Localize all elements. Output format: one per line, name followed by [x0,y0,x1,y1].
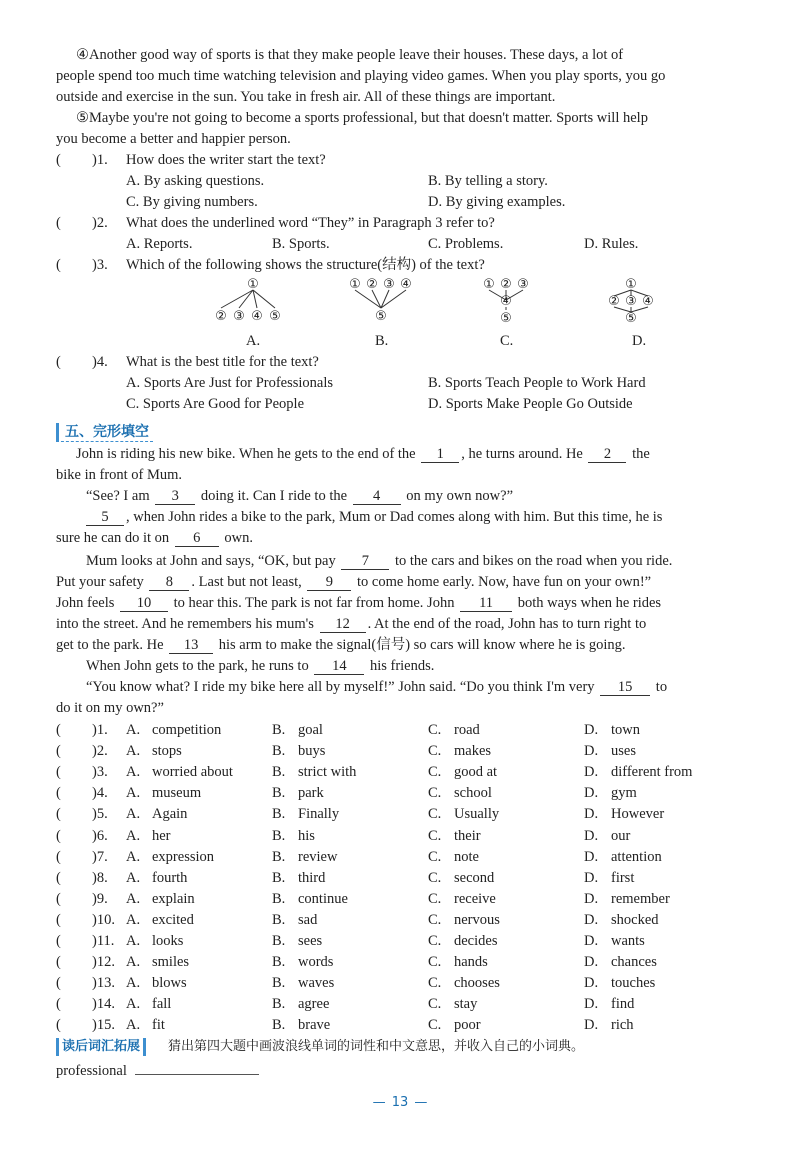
option-b-letter[interactable]: B. [272,911,286,928]
option-d-letter[interactable]: D. [584,975,599,992]
option-d-text[interactable]: uses [611,743,636,760]
option-d[interactable]: D. Rules. [584,236,639,252]
option-b-text[interactable]: sees [298,933,323,949]
answer-paren[interactable]: ( [56,975,61,992]
answer-paren[interactable]: ( [56,933,61,949]
cloze-line: Put your safety 8 . Last but not least, 9 to come home early. Now, have fun on your own!” [56,574,652,590]
question-number: )15. [92,1017,115,1034]
question-number: )6. [92,827,108,844]
diagram-node: ④ [500,294,512,309]
option-c-letter[interactable]: C. [428,954,442,971]
option-b[interactable]: B. [375,333,389,349]
option-a-letter[interactable]: A. [126,722,141,738]
option-a-letter[interactable]: A. [126,954,141,971]
option-b-text[interactable]: words [298,954,334,971]
blank-14[interactable]: 14 [314,658,364,675]
answer-paren[interactable]: ( [56,785,61,802]
option-d-text[interactable]: attention [611,848,662,865]
question-number: )13. [92,975,115,992]
option-d-letter[interactable]: D. [584,827,599,844]
diagram-node: ① [349,277,361,292]
question-stem: Which of the following shows the structure(结构) of the text? [126,257,485,273]
option-b-text[interactable]: continue [298,890,348,907]
blank-15[interactable]: 15 [600,679,650,696]
option-b-text[interactable]: Finally [298,806,340,823]
option-a[interactable]: A. By asking questions. [126,173,265,189]
option-d-text[interactable]: our [611,827,631,844]
option-a-letter[interactable]: A. [126,890,141,907]
option-c-text[interactable]: note [454,848,479,865]
cloze-line: “You know what? I ride my bike here all by myself!” John said. “Do you think I'm very 15 to [86,679,668,695]
option-c-text[interactable]: Usually [454,806,500,823]
question-number: )9. [92,890,108,907]
option-b-letter[interactable]: B. [272,785,286,802]
option-a[interactable]: A. Reports. [126,236,193,252]
option-d-letter[interactable]: D. [584,911,599,928]
question-stem: What does the underlined word “They” in Paragraph 3 refer to? [126,215,495,231]
option-b-text[interactable]: brave [298,1017,331,1034]
diagram-node: ③ [517,277,529,292]
question-number: )10. [92,911,115,928]
option-a-letter[interactable]: A. [126,869,141,886]
option-c-letter[interactable]: C. [428,722,442,738]
question-stem: How does the writer start the text? [126,152,326,168]
option-c-text[interactable]: nervous [454,911,500,928]
diagram-node: ③ [625,294,637,309]
option-d-letter[interactable]: D. [584,806,599,823]
option-a-text[interactable]: fit [152,1017,165,1034]
option-b-letter[interactable]: B. [272,996,286,1013]
vocab-entry [56,1060,259,1081]
answer-paren[interactable]: ( [56,848,61,865]
diagram-node: ② [215,309,227,324]
option-d-letter[interactable]: D. [584,933,599,949]
option-a-letter[interactable]: A. [126,827,141,844]
question-number: )7. [92,848,108,865]
option-c-text[interactable]: poor [454,1017,481,1034]
option-a-text[interactable]: her [152,827,171,844]
option-a-text[interactable]: explain [152,890,195,907]
option-d[interactable]: D. By giving examples. [428,194,566,210]
option-c-letter[interactable]: C. [428,743,442,760]
diagram-node: ③ [233,309,245,324]
option-c[interactable]: C. Problems. [428,236,504,252]
option-a-text[interactable]: Again [152,806,188,823]
option-a-text[interactable]: competition [152,722,222,738]
option-d-letter[interactable]: D. [584,764,599,781]
blank-5[interactable]: 5 [86,509,124,526]
diagram-node: ⑤ [500,311,512,326]
cloze-line: get to the park. He 13 his arm to make the signal(信号) so cars will know where he is going. [56,637,626,653]
answer-paren[interactable]: ( [56,764,61,781]
option-a-letter[interactable]: A. [126,975,141,992]
option-b-letter[interactable]: B. [272,954,286,971]
option-a-letter[interactable]: A. [126,933,141,949]
option-c[interactable]: C. By giving numbers. [126,194,258,210]
passage-p4-line2: people spend too much time watching television and playing video games. When you play sports, you go [56,68,666,84]
option-b-letter[interactable]: B. [272,806,286,823]
answer-paren[interactable]: ( [56,152,61,168]
option-d-text[interactable]: shocked [611,911,659,928]
option-a-text[interactable]: smiles [152,954,190,971]
option-a-letter[interactable]: A. [126,848,141,865]
answer-paren[interactable]: ( [56,996,61,1013]
answer-paren[interactable]: ( [56,722,61,738]
cloze-line: John feels 10 to hear this. The park is not far from home. John 11 both ways when he rides [56,595,662,611]
question-number: )12. [92,954,115,971]
option-b-letter[interactable]: B. [272,848,286,865]
option-b-text[interactable]: agree [298,996,330,1013]
blank-9[interactable]: 9 [307,574,351,591]
option-d-text[interactable]: touches [611,975,656,992]
option-a-letter[interactable]: A. [126,806,141,823]
question-number: )3. [92,764,108,781]
option-c-letter[interactable]: C. [428,848,442,865]
diagram-node: ⑤ [269,309,281,324]
cloze-line: do it on my own?” [56,700,164,716]
option-d-letter[interactable]: D. [584,848,599,865]
blank-12[interactable]: 12 [320,616,366,633]
answer-paren[interactable]: ( [56,354,61,370]
option-a-text[interactable]: blows [152,975,187,992]
passage-p5-line2: you become a better and happier person. [56,131,291,147]
blank-8[interactable]: 8 [149,574,189,591]
option-c-text[interactable]: good at [454,764,498,781]
option-c-letter[interactable]: C. [428,933,442,949]
cloze-line: John is riding his new bike. When he gets to the end of the 1 , he turns around. He 2 the [76,446,650,462]
option-d-text[interactable]: However [611,806,665,823]
option-b-letter[interactable]: B. [272,722,286,738]
page-number: — 13 — [372,1095,428,1110]
diagram-node: ④ [251,309,263,324]
option-b-text[interactable]: his [298,827,315,844]
option-d-letter[interactable]: D. [584,743,599,760]
option-d-text[interactable]: find [611,996,635,1013]
diagram-node: ⑤ [375,309,387,324]
option-b-text[interactable]: goal [298,722,323,738]
option-d-text[interactable]: first [611,869,635,886]
option-a[interactable]: A. Sports Are Just for Professionals [126,375,334,391]
option-b-text[interactable]: buys [298,743,326,760]
answer-paren[interactable]: ( [56,1017,61,1034]
cloze-line: Mum looks at John and says, “OK, but pay 7 to the cars and bikes on the road when you ride. [86,553,673,569]
question-number: )4. [92,785,108,802]
option-c-text[interactable]: their [454,827,481,844]
question-number: )14. [92,996,115,1013]
diagram-node: ② [500,277,512,292]
option-d[interactable]: D. Sports Make People Go Outside [428,396,633,412]
option-a-text[interactable]: fourth [152,869,188,886]
diagram-node: ① [625,277,637,292]
diagram-node: ① [483,277,495,292]
option-d-text[interactable]: town [611,722,640,738]
option-b[interactable]: B. Sports Teach People to Work Hard [428,375,646,391]
option-b-letter[interactable]: B. [272,869,286,886]
option-b-text[interactable]: waves [298,975,335,992]
option-d-text[interactable]: wants [611,933,645,949]
option-c-text[interactable]: school [454,785,492,802]
option-c-text[interactable]: makes [454,743,492,760]
option-d-letter[interactable]: D. [584,1017,599,1034]
option-d-letter[interactable]: D. [584,996,599,1013]
answer-paren[interactable]: ( [56,215,61,231]
cloze-line: 5 , when John rides a bike to the park, Mum or Dad comes along with him. But this time, he is [84,507,662,527]
question-number: )3. [92,257,108,273]
option-d-text[interactable]: chances [611,954,657,971]
option-b-letter[interactable]: B. [272,890,286,907]
cloze-line: bike in front of Mum. [56,467,183,483]
blank-4[interactable]: 4 [353,488,401,505]
cloze-line: sure he can do it on 6 own. [56,530,254,546]
passage-p4-line3: outside and exercise in the sun. You take in fresh air. All of these things are important. [56,89,556,105]
option-a-letter[interactable]: A. [126,743,141,760]
question-stem: What is the best title for the text? [126,354,319,370]
option-c-letter[interactable]: C. [428,911,442,928]
blank-2[interactable]: 2 [588,446,626,463]
option-a-text[interactable]: expression [152,848,215,865]
option-b-letter[interactable]: B. [272,1017,286,1034]
option-b-letter[interactable]: B. [272,827,286,844]
answer-paren[interactable]: ( [56,954,61,971]
option-d-letter[interactable]: D. [584,890,599,907]
option-b-text[interactable]: third [298,869,326,886]
question-number: )2. [92,215,108,231]
answer-paren[interactable]: ( [56,827,61,844]
option-d-letter[interactable]: D. [584,954,599,971]
option-c[interactable]: C. [500,333,514,349]
option-a-letter[interactable]: A. [126,996,141,1013]
option-c-letter[interactable]: C. [428,869,442,886]
option-c-letter[interactable]: C. [428,764,442,781]
option-c-letter[interactable]: C. [428,975,442,992]
option-c-text[interactable]: second [454,869,495,886]
option-d-text[interactable]: gym [611,785,637,802]
passage-p4-line1: ④Another good way of sports is that they make people leave their houses. These days, a lot of [76,47,624,63]
vocab-word: professional [56,1063,127,1079]
option-c-text[interactable]: stay [454,996,478,1013]
option-c-letter[interactable]: C. [428,890,442,907]
diagram-node: ③ [383,277,395,292]
option-a-text[interactable]: looks [152,933,184,949]
option-c-text[interactable]: decides [454,933,498,949]
option-b-text[interactable]: sad [298,911,318,928]
question-number: )4. [92,354,108,370]
option-b-letter[interactable]: B. [272,975,286,992]
option-b-text[interactable]: park [298,785,324,802]
question-number: )2. [92,743,108,760]
option-d-text[interactable]: remember [611,890,670,907]
blank-11[interactable]: 11 [460,595,512,612]
option-a-letter[interactable]: A. [126,785,141,802]
question-number: )1. [92,152,108,168]
option-b-letter[interactable]: B. [272,743,286,760]
option-d-text[interactable]: different from [611,764,693,781]
diagram-node: ④ [642,294,654,309]
option-c-letter[interactable]: C. [428,785,442,802]
answer-paren[interactable]: ( [56,806,61,823]
option-c-text[interactable]: hands [454,954,488,971]
answer-paren[interactable]: ( [56,890,61,907]
question-number: )8. [92,869,108,886]
cloze-line: “See? I am 3 doing it. Can I ride to the 4 on my own now?” [86,488,514,504]
option-c[interactable]: C. Sports Are Good for People [126,396,305,412]
blank-7[interactable]: 7 [341,553,389,570]
option-c-letter[interactable]: C. [428,827,442,844]
option-c-letter[interactable]: C. [428,1017,442,1034]
vocab-answer-line[interactable] [135,1060,259,1075]
option-c-letter[interactable]: C. [428,806,442,823]
option-a[interactable]: A. [246,333,261,349]
answer-paren[interactable]: ( [56,257,61,273]
answer-paren[interactable]: ( [56,911,61,928]
question-number: )1. [92,722,108,738]
diagram-node: ② [608,294,620,309]
option-d-text[interactable]: rich [611,1017,634,1034]
option-c-text[interactable]: road [454,722,480,738]
extension-label: 读后词汇拓展 [56,1038,146,1056]
diagram-node: ① [247,277,259,292]
option-a-letter[interactable]: A. [126,764,141,781]
option-d-letter[interactable]: D. [584,869,599,886]
question-number: )5. [92,806,108,823]
option-b-text[interactable]: strict with [298,764,357,781]
option-d[interactable]: D. [632,333,647,349]
option-b[interactable]: B. By telling a story. [428,173,548,189]
structure-diagrams [200,274,680,326]
blank-6[interactable]: 6 [175,530,219,547]
option-c-text[interactable]: chooses [454,975,500,992]
option-a-letter[interactable]: A. [126,911,141,928]
answer-paren[interactable]: ( [56,743,61,760]
diagram-node: ② [366,277,378,292]
passage-p5-line1: ⑤Maybe you're not going to become a sports professional, but that doesn't matter. Sports will help [76,110,648,126]
cloze-line: into the street. And he remembers his mum's 12 . At the end of the road, John has to turn right to [56,616,647,632]
blank-13[interactable]: 13 [169,637,213,654]
blank-1[interactable]: 1 [421,446,459,463]
section-heading: 五、完形填空 [56,423,153,442]
option-b-letter[interactable]: B. [272,933,286,949]
option-a-text[interactable]: worried about [152,764,233,781]
option-a-letter[interactable]: A. [126,1017,141,1034]
option-b-text[interactable]: review [298,848,338,865]
option-c-letter[interactable]: C. [428,996,442,1013]
option-c-text[interactable]: receive [454,890,496,907]
question-number: )11. [92,933,115,949]
answer-paren[interactable]: ( [56,869,61,886]
diagram-node: ④ [400,277,412,292]
blank-10[interactable]: 10 [120,595,168,612]
option-d-letter[interactable]: D. [584,722,599,738]
diagram-node: ⑤ [625,311,637,326]
cloze-line: When John gets to the park, he runs to 14 his friends. [86,658,435,674]
option-b[interactable]: B. Sports. [272,236,330,252]
option-a-text[interactable]: fall [152,996,172,1013]
option-a-text[interactable]: stops [152,743,182,760]
extension-instruction: 猜出第四大题中画波浪线单词的词性和中文意思，并收入自己的小词典。 [168,1039,585,1054]
blank-3[interactable]: 3 [155,488,195,505]
option-a-text[interactable]: museum [152,785,202,802]
option-d-letter[interactable]: D. [584,785,599,802]
option-b-letter[interactable]: B. [272,764,286,781]
option-a-text[interactable]: excited [152,911,194,928]
